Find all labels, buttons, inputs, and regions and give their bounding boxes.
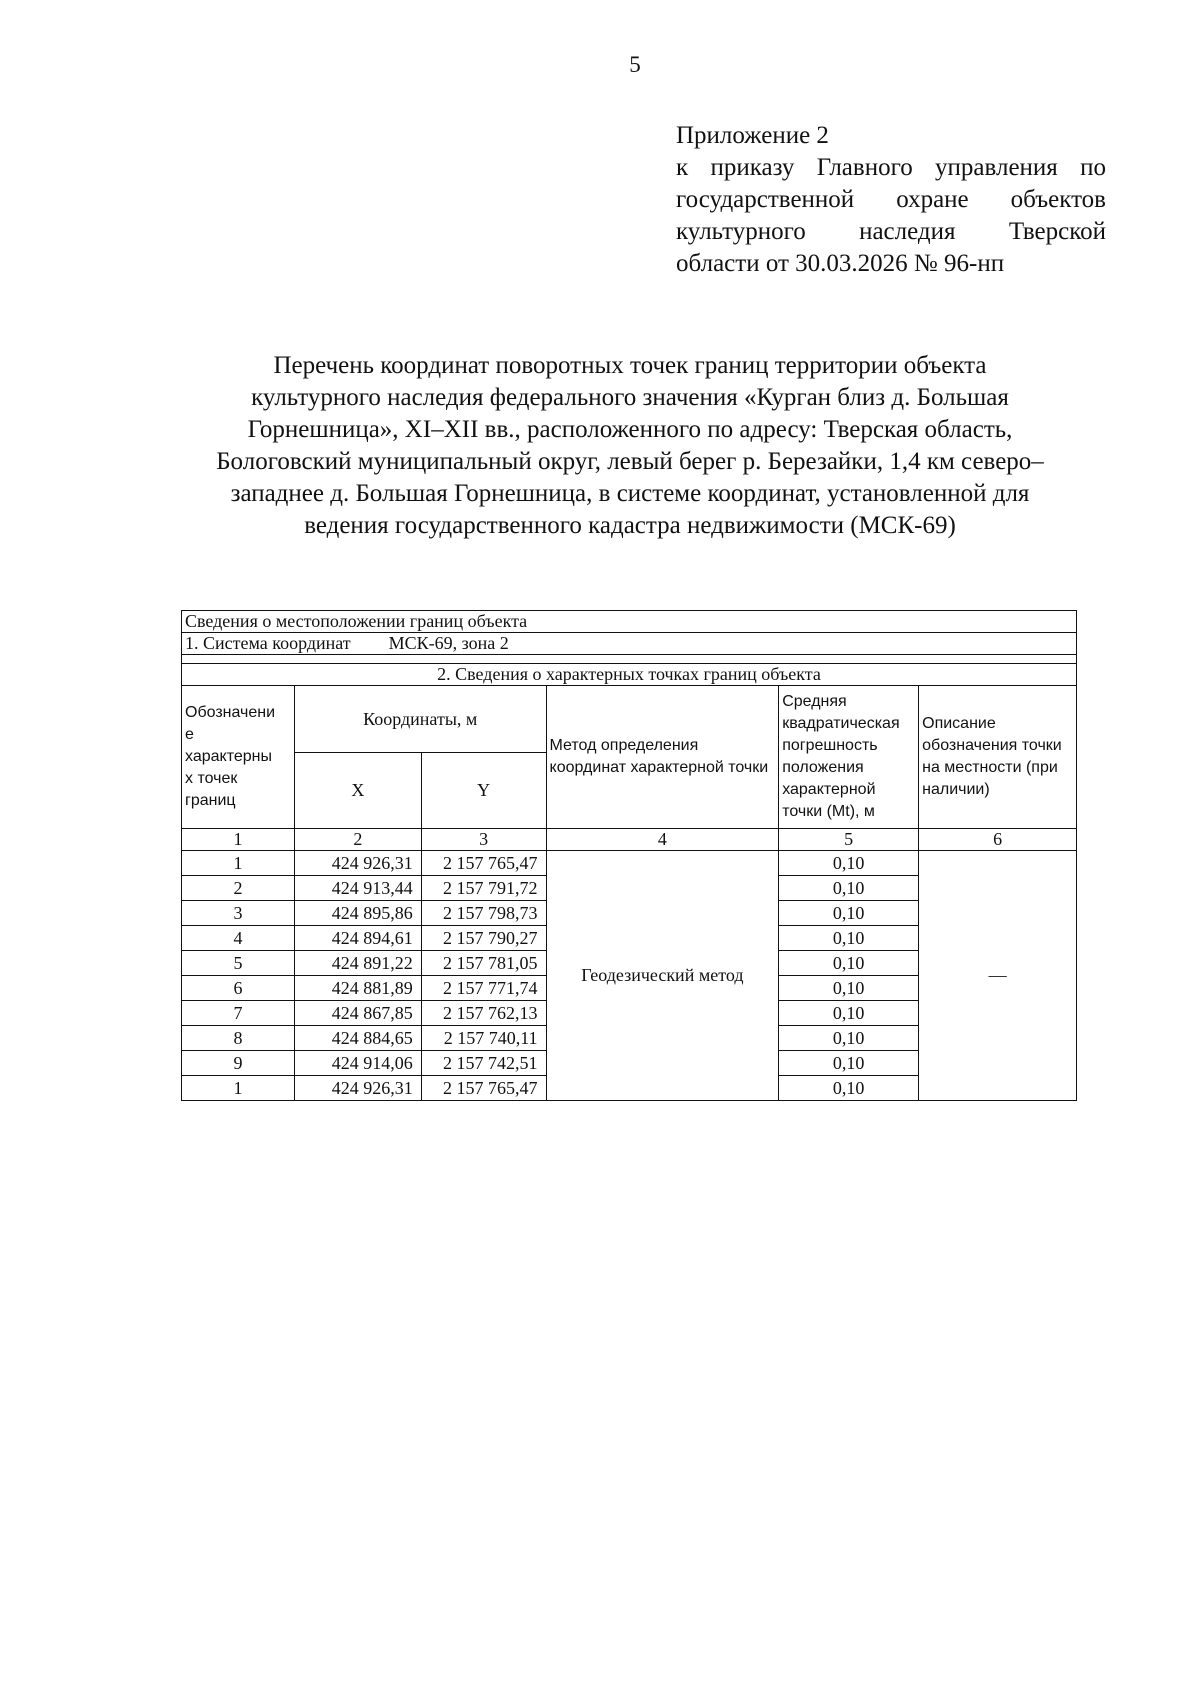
title-line: Бологовский муниципальный округ, левый берег р. Березайки, 1,4 км северо–: [216, 448, 1044, 475]
cell-point: 5: [182, 951, 295, 976]
cell-x: 424 881,89: [294, 976, 421, 1001]
cell-point: 7: [182, 1001, 295, 1026]
column-number: 1: [182, 829, 295, 851]
column-number: 2: [294, 829, 421, 851]
cell-x: 424 867,85: [294, 1001, 421, 1026]
header-designation-line: характерны: [185, 748, 272, 765]
cell-y: 2 157 762,13: [421, 1001, 546, 1026]
cell-y: 2 157 781,05: [421, 951, 546, 976]
coordinate-system-value: МСК-69, зона 2: [388, 633, 509, 653]
appendix-heading: [676, 120, 1106, 280]
header-coordinates: Координаты, м: [294, 686, 546, 753]
cell-accuracy: 0,10: [779, 976, 919, 1001]
title-line: культурного наследия федерального значения «Курган близ д. Большая: [251, 384, 1009, 411]
cell-point: 6: [182, 976, 295, 1001]
cell-description: —: [919, 851, 1077, 1101]
header-designation-line: е: [185, 726, 194, 743]
coordinate-system-row: [182, 633, 1077, 655]
appendix-line: к приказу Главного управления по: [676, 154, 1106, 181]
cell-point: 8: [182, 1026, 295, 1051]
cell-point: 1: [182, 851, 295, 876]
cell-x: 424 913,44: [294, 876, 421, 901]
header-method: Метод определения координат характерной точки: [546, 686, 779, 829]
header-description: Описание обозначения точки на местности (при наличии): [919, 686, 1077, 829]
page-number: 5: [629, 52, 641, 77]
cell-accuracy: 0,10: [779, 876, 919, 901]
column-number: 6: [919, 829, 1077, 851]
section-title: Сведения о местоположении границ объекта: [182, 611, 1077, 633]
subsection-title: 2. Сведения о характерных точках границ объекта: [182, 664, 1077, 686]
cell-y: 2 157 740,11: [421, 1026, 546, 1051]
appendix-line: государственной охране объектов: [676, 186, 1106, 213]
document-title: [150, 350, 1110, 542]
title-line: Горнешница», XI–XII вв., расположенного по адресу: Тверская область,: [247, 416, 1013, 443]
cell-accuracy: 0,10: [779, 1001, 919, 1026]
cell-accuracy: 0,10: [779, 1076, 919, 1101]
cell-point: 2: [182, 876, 295, 901]
cell-x: 424 914,06: [294, 1051, 421, 1076]
cell-method: Геодезический метод: [546, 851, 779, 1101]
cell-x: 424 884,65: [294, 1026, 421, 1051]
appendix-line: области от 30.03.2026 № 96-нп: [676, 250, 1005, 277]
coordinate-system-label: 1. Система координат: [185, 633, 351, 653]
cell-x: 424 894,61: [294, 926, 421, 951]
cell-y: 2 157 791,72: [421, 876, 546, 901]
cell-accuracy: 0,10: [779, 901, 919, 926]
cell-y: 2 157 771,74: [421, 976, 546, 1001]
cell-accuracy: 0,10: [779, 926, 919, 951]
column-number: 4: [546, 829, 779, 851]
cell-accuracy: 0,10: [779, 1051, 919, 1076]
cell-point: 9: [182, 1051, 295, 1076]
spacer-row: [182, 655, 1077, 664]
cell-accuracy: 0,10: [779, 1026, 919, 1051]
cell-point: 1: [182, 1076, 295, 1101]
cell-accuracy: 0,10: [779, 851, 919, 876]
header-y: Y: [421, 753, 546, 829]
cell-accuracy: 0,10: [779, 951, 919, 976]
title-line: ведения государственного кадастра недвижимости (МСК-69): [304, 512, 956, 539]
header-designation: [182, 686, 295, 829]
column-number: 3: [421, 829, 546, 851]
cell-y: 2 157 742,51: [421, 1051, 546, 1076]
cell-y: 2 157 765,47: [421, 1076, 546, 1101]
cell-y: 2 157 790,27: [421, 926, 546, 951]
table-row: [182, 851, 1077, 876]
cell-x: 424 891,22: [294, 951, 421, 976]
title-line: западнее д. Большая Горнешница, в системе координат, установленной для: [230, 480, 1030, 507]
cell-x: 424 926,31: [294, 851, 421, 876]
column-number: 5: [779, 829, 919, 851]
title-line: Перечень координат поворотных точек границ территории объекта: [273, 352, 987, 379]
cell-y: 2 157 765,47: [421, 851, 546, 876]
header-designation-line: границ: [185, 792, 236, 809]
coordinates-table: [181, 610, 1077, 1101]
cell-x: 424 926,31: [294, 1076, 421, 1101]
cell-point: 3: [182, 901, 295, 926]
appendix-line: культурного наследия Тверской: [676, 218, 1106, 245]
cell-point: 4: [182, 926, 295, 951]
appendix-line: Приложение 2: [676, 122, 829, 149]
header-designation-line: х точек: [185, 770, 238, 787]
header-designation-line: Обозначени: [185, 704, 276, 721]
header-x: X: [294, 753, 421, 829]
cell-y: 2 157 798,73: [421, 901, 546, 926]
header-accuracy: Средняя квадратическая погрешность положения характерной точки (Mt), м: [779, 686, 919, 829]
cell-x: 424 895,86: [294, 901, 421, 926]
